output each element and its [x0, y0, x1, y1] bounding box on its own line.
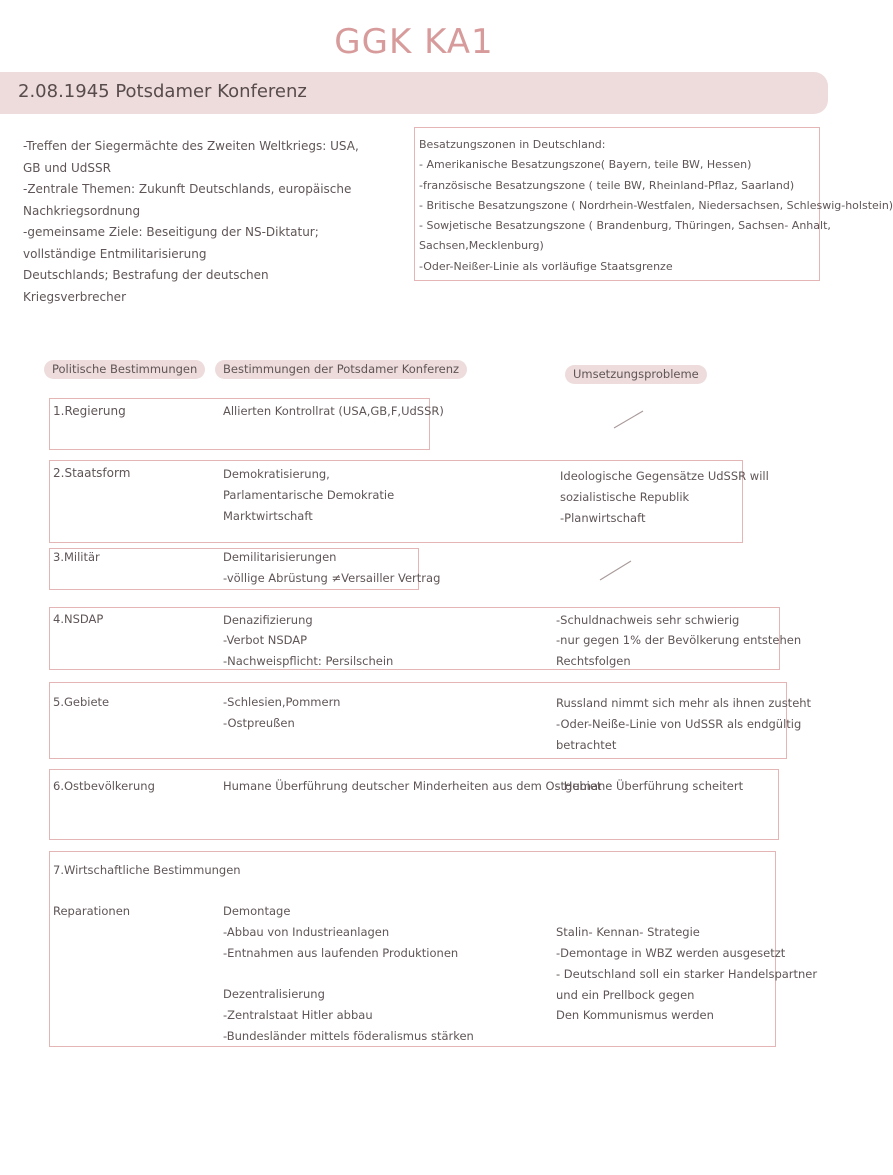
row-provision: Humane Überführung deutscher Minderheiten aus dem Ostgebiet [223, 779, 602, 793]
row-problem: - Humane Überführung scheitert [556, 779, 744, 793]
row-problem: sozialistische Republik [560, 490, 690, 504]
row-provision: Demontage [223, 904, 291, 918]
row-problem: -Planwirtschaft [560, 511, 646, 525]
row-label: 3.Militär [53, 550, 100, 564]
row-provision: Marktwirtschaft [223, 509, 313, 523]
page-title: GGK KA1 [334, 22, 494, 62]
zones-line: -französische Besatzungszone ( teile BW, Rheinland-Pflaz, Saarland) [419, 178, 795, 192]
row-problem: -Schuldnachweis sehr schwierig [556, 613, 740, 627]
header-provisions: Bestimmungen der Potsdamer Konferenz [215, 360, 467, 379]
row-problem: -Demontage in WBZ werden ausgesetzt [556, 946, 786, 960]
row-label: 1.Regierung [53, 404, 126, 418]
row-problem: Stalin- Kennan- Strategie [556, 925, 700, 939]
row-problem: Den Kommunismus werden [556, 1008, 714, 1022]
intro-line: -Zentrale Themen: Zukunft Deutschlands, europäische Nachkriegsordnung [23, 182, 352, 218]
row-provision: Allierten Kontrollrat (USA,GB,F,UdSSR) [223, 404, 444, 418]
row-problem: betrachtet [556, 738, 617, 752]
intro-line: -Treffen der Siegermächte des Zweiten Weltkriegs: USA, GB und UdSSR [23, 139, 359, 175]
zones-heading: Besatzungszonen in Deutschland: [419, 138, 606, 151]
row-label: 2.Staatsform [53, 466, 131, 480]
row-problem: -Oder-Neiße-Linie von UdSSR als endgültig [556, 717, 802, 731]
row-problem: -nur gegen 1% der Bevölkerung entstehen [556, 633, 802, 647]
row-label: 6.Ostbevölkerung [53, 779, 155, 793]
row-provision: Demilitarisierungen [223, 550, 337, 564]
zones-line: - Britische Besatzungszone ( Nordrhein-Westfalen, Niedersachsen, Schleswig-holstein) [419, 198, 893, 212]
dash-mark [598, 558, 634, 582]
row-sublabel: Reparationen [53, 904, 131, 918]
zones-line: -Oder-Neißer-Linie als vorläufige Staatsgrenze [419, 259, 673, 273]
row-label: 5.Gebiete [53, 695, 110, 709]
row-problem: Russland nimmt sich mehr als ihnen zusteht [556, 696, 812, 710]
header-problems: Umsetzungsprobleme [565, 365, 707, 384]
header-political: Politische Bestimmungen [44, 360, 205, 379]
zones-line: Sachsen,Mecklenburg) [419, 239, 544, 253]
row-label: 4.NSDAP [53, 612, 104, 626]
zones-line: - Sowjetische Besatzungszone ( Brandenburg, Thüringen, Sachsen- Anhalt, [419, 219, 831, 233]
row-provision: -Verbot NSDAP [223, 633, 308, 647]
row-provision: -Bundesländer mittels föderalismus stärken [223, 1029, 474, 1043]
row-provision: Dezentralisierung [223, 987, 325, 1001]
dash-mark [612, 408, 646, 430]
row-provision: Demokratisierung, [223, 467, 330, 481]
zones-line: - Amerikanische Besatzungszone( Bayern, teile BW, Hessen) [419, 158, 752, 172]
row-problem: - Deutschland soll ein starker Handelspartner [556, 967, 818, 981]
row-problem: Ideologische Gegensätze UdSSR will [560, 469, 769, 483]
intro-notes [23, 136, 363, 308]
row-problem: Rechtsfolgen [556, 654, 631, 668]
row-provision: -Entnahmen aus laufenden Produktionen [223, 946, 459, 960]
row-provision: -Abbau von Industrieanlagen [223, 925, 390, 939]
row-label: 7.Wirtschaftliche Bestimmungen [53, 863, 241, 877]
row-provision: -Ostpreußen [223, 716, 295, 730]
intro-line: Deutschlands; Bestrafung der deutschen Kriegsverbrecher [23, 268, 269, 304]
intro-line: -gemeinsame Ziele: Beseitigung der NS-Diktatur; vollständige Entmilitarisierung [23, 225, 319, 261]
row-provision: -völlige Abrüstung ≠Versailler Vertrag [223, 571, 441, 585]
row-provision: Parlamentarische Demokratie [223, 488, 395, 502]
row-provision: -Zentralstaat Hitler abbau [223, 1008, 373, 1022]
row-provision: -Nachweispflicht: Persilschein [223, 654, 394, 668]
section-heading: 2.08.1945 Potsdamer Konferenz [18, 81, 307, 102]
row-provision: -Schlesien,Pommern [223, 695, 341, 709]
row-problem: und ein Prellbock gegen [556, 988, 695, 1002]
occupation-zones-box [414, 127, 893, 281]
row-provision: Denazifizierung [223, 613, 313, 627]
